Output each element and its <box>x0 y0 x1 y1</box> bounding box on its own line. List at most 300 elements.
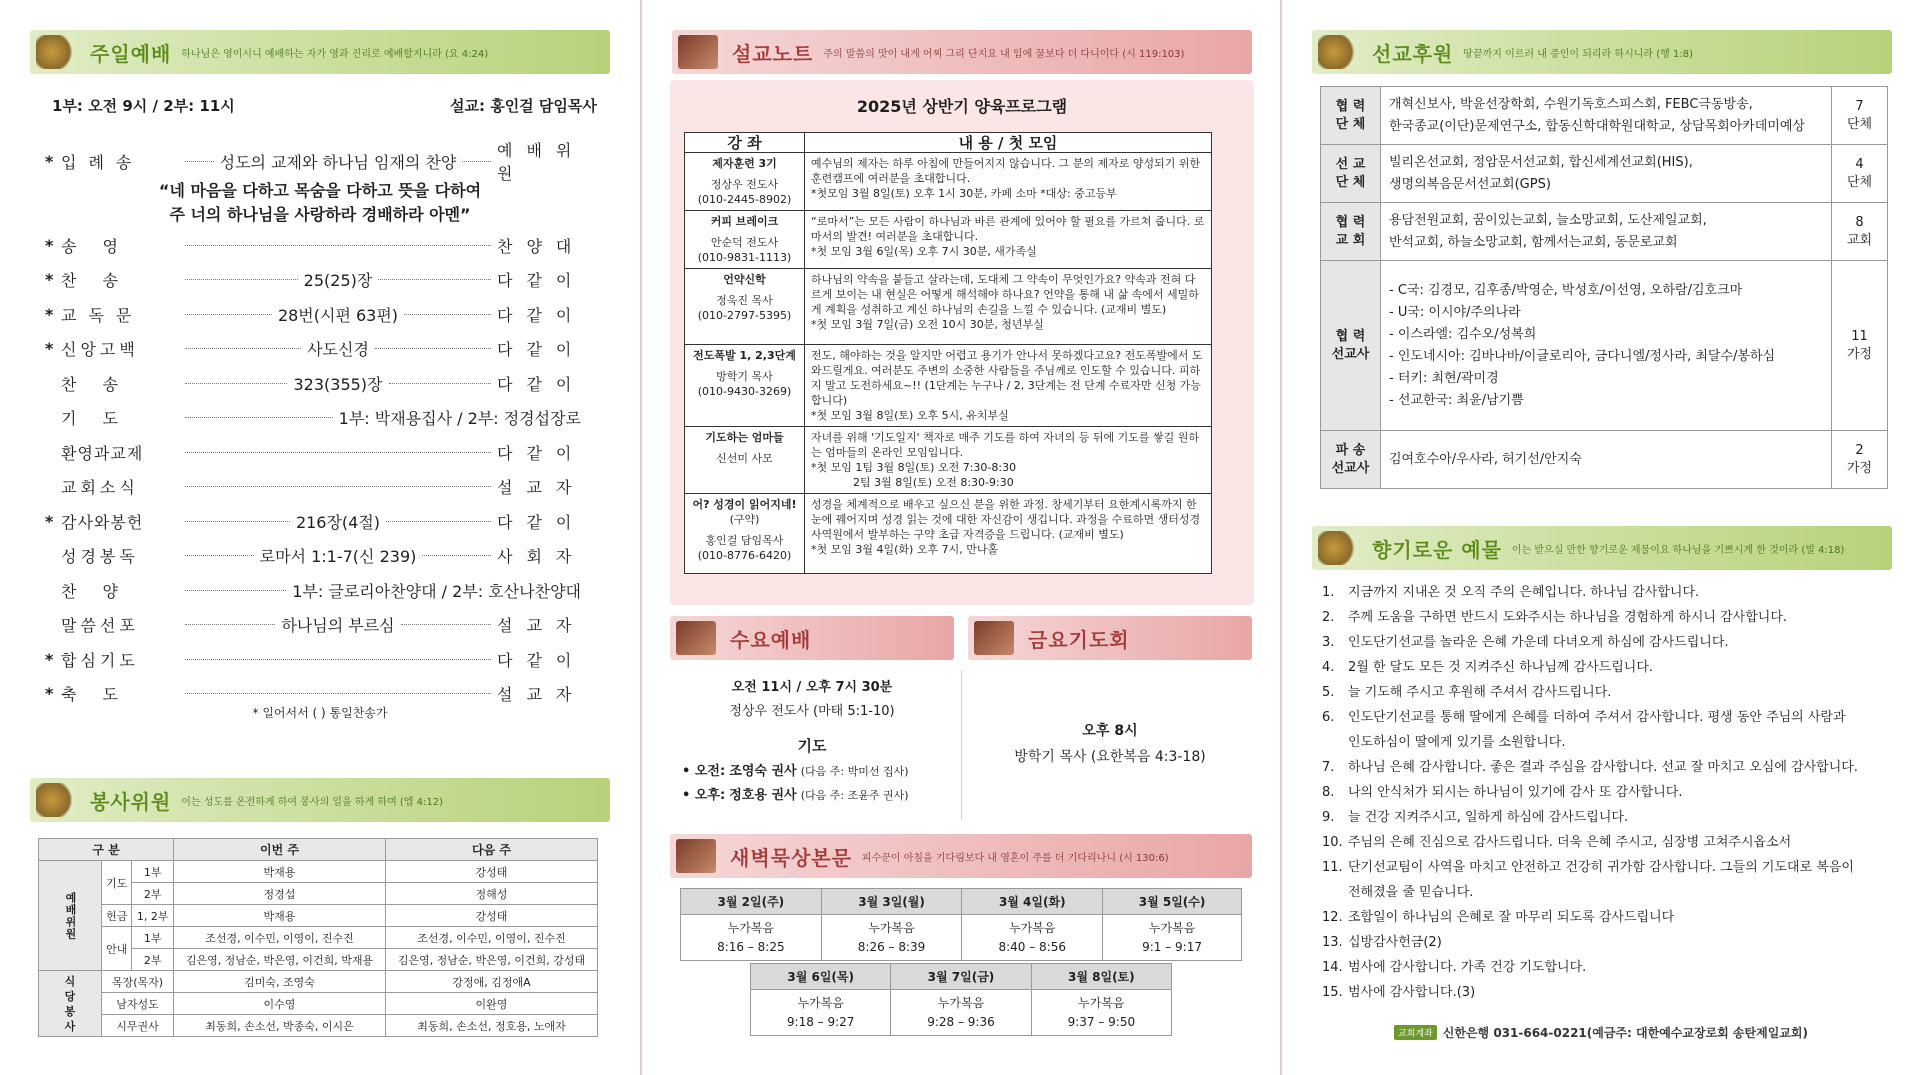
order-leader: 다같이 <box>497 305 586 325</box>
prayer-am-label: • 오전: <box>682 764 726 779</box>
order-detail-wrap <box>179 510 497 533</box>
course-desc: 하나님의 약속을 붙들고 살라는데, 도대체 그 약속이 무엇인가요? 약속과 전혀 다르게 보이는 내 현실은 어떻게 해석해야 하나요? 언약을 통해 내 삶 속에서 세밀하게 계획을 성취하고 계신 하나님의 손길을 느낄 수 있습니다. (교재비 별도) <box>811 273 1199 316</box>
item-text: 십방감사헌금(2) <box>1348 935 1442 950</box>
list-item <box>1322 755 1892 780</box>
plant-icon <box>1318 531 1358 565</box>
group-label-text: 식당봉사 <box>64 974 76 1033</box>
dot-leader <box>185 555 254 556</box>
bible-icon <box>974 621 1014 655</box>
dot-leader <box>185 348 301 349</box>
mission-category: 협 력 단 체 <box>1321 87 1381 145</box>
cell: 남자성도 <box>102 993 174 1015</box>
order-leader: 다같이 <box>497 271 586 290</box>
order-name: 찬양 <box>61 581 144 601</box>
dawn-date: 3월 6일(목) <box>751 964 891 990</box>
order-detail: 28번(시편 63편) <box>277 305 399 325</box>
item-text: 단기선교팀이 사역을 마치고 안전하고 건강히 귀가함 감사합니다. 그들의 기도대로 복음이 전해졌을 줄 믿습니다. <box>1348 860 1854 900</box>
program-content <box>805 427 1212 494</box>
cell: 기도 <box>102 861 132 905</box>
mission-list: - C국: 김경모, 김후종/박영순, 박성호/이선영, 오하람/김호크마 - U국: 이시야/주의나라 - 이스라엘: 김수오/성복희 - 인도네시아: 김바나바/이글로리아, 금다니엘/정사라, 최달수/봉하심 - 터키: 최현/곽미경 - 선교한국: 최윤/남기쁨 <box>1381 261 1832 431</box>
order-detail: 25(25)장 <box>303 271 373 290</box>
mission-count: 8 교회 <box>1832 203 1888 261</box>
dot-leader <box>185 659 338 660</box>
cell: 2부 <box>132 883 174 905</box>
item-text: 나의 안식처가 되시는 하나님이 있기에 감사 또 감사합니다. <box>1348 785 1683 800</box>
list-item <box>1322 605 1892 630</box>
program-content <box>805 153 1212 211</box>
sermon-title: 설교노트 <box>732 41 814 66</box>
list-item <box>1322 980 1892 1005</box>
cell: 시무권사 <box>102 1015 174 1037</box>
item-text: 하나님 은혜 감사합니다. 좋은 결과 주심을 감사합니다. 선교 잘 마치고 오심에 감사합니다. <box>1348 760 1858 775</box>
hymn-line: 주 너의 하나님을 사랑하라 경배하라 아멘” <box>169 205 471 224</box>
order-leader: 설교자 <box>497 685 586 704</box>
dawn-book: 누가복음 <box>727 920 775 935</box>
cell: 안내 <box>102 927 132 971</box>
program-course <box>685 269 805 345</box>
dot-leader <box>185 590 286 591</box>
order-detail: 하나님의 부르심 <box>281 616 395 635</box>
program-row <box>685 269 1212 345</box>
course-phone: (010-2445-8902) <box>697 193 792 206</box>
cell: 강성태 <box>386 905 598 927</box>
item-number: 14. <box>1322 960 1343 975</box>
wednesday-prayers <box>682 760 909 808</box>
sermon-verse: 주의 말씀의 맛이 내게 어찌 그리 단지요 내 입에 꿀보다 더 다니이다 (시 119:103) <box>823 48 1185 60</box>
dawn-range: 8:40 – 8:56 <box>998 939 1067 954</box>
cell: 1부 <box>132 861 174 883</box>
list-item <box>1322 930 1892 955</box>
order-detail-wrap <box>179 544 497 567</box>
order-item <box>45 297 593 331</box>
course-name: 기도하는 엄마들 <box>705 431 784 444</box>
order-detail: 216장(4절) <box>295 512 381 532</box>
dot-leader <box>422 555 491 556</box>
program-course <box>685 153 805 211</box>
order-item <box>45 608 593 642</box>
order-detail: 성도의 교제와 하나님 임재의 찬양 <box>219 152 457 172</box>
order-leader: 예배위원 <box>497 141 586 183</box>
wednesday-time: 오전 11시 / 오후 7시 30분 <box>731 680 893 695</box>
sermon-banner <box>672 30 1252 74</box>
mission-list: 김여호수아/우사라, 허기선/안지숙 <box>1381 431 1832 489</box>
course-name: 전도폭발 1, 2,3단계 <box>693 349 796 362</box>
order-item <box>45 504 593 538</box>
order-detail: 1부: 박재용집사 / 2부: 정경섭장로 <box>338 409 581 428</box>
order-leader: 다같이 <box>497 340 586 359</box>
dot-leader <box>185 161 214 162</box>
item-text: 늘 기도해 주시고 후원해 주셔서 감사드립니다. <box>1348 685 1612 700</box>
course-name: 커피 브레이크 <box>710 215 779 228</box>
course-phone: (010-9430-3269) <box>697 385 792 398</box>
cell: 이수영 <box>174 993 386 1015</box>
sunrise-icon <box>676 839 716 873</box>
order-item <box>45 366 593 400</box>
cell: 최동희, 손소선, 정호용, 노애자 <box>386 1015 598 1037</box>
stand-mark: * <box>45 684 54 703</box>
dot-leader <box>401 624 491 625</box>
order-name: 교독문 <box>61 305 144 325</box>
dawn-table-week2 <box>750 963 1172 1036</box>
course-desc: “로마서”는 모든 사람이 하나님과 바른 관계에 있어야 할 필요를 가르쳐 줍니다. 로마서의 발견! 여러분을 초대합니다. <box>811 215 1205 243</box>
dot-leader <box>185 486 338 487</box>
prayer-pm <box>682 784 909 808</box>
order-item <box>45 263 593 297</box>
order-detail-wrap <box>179 372 497 395</box>
order-item <box>45 470 593 504</box>
dot-leader <box>185 417 333 418</box>
item-number: 6. <box>1322 710 1335 725</box>
wednesday-title: 수요예배 <box>730 627 812 652</box>
course-leader: 정상우 전도사 <box>710 178 779 191</box>
worship-time: 1부: 오전 9시 / 2부: 11시 <box>52 97 235 115</box>
cell: 헌금 <box>102 905 132 927</box>
flower-icon <box>1318 35 1358 69</box>
program-title: 2025년 상반기 양육프로그램 <box>856 97 1068 116</box>
stand-mark: * <box>45 511 54 531</box>
course-phone: (010-2797-5395) <box>697 309 792 322</box>
program-course <box>685 427 805 494</box>
program-row <box>685 345 1212 427</box>
order-detail-wrap <box>179 150 497 173</box>
order-leader: 다같이 <box>497 443 586 463</box>
worship-footnote: * 일어서서 ( ) 통일찬송가 <box>252 706 388 720</box>
mission-title: 선교후원 <box>1372 41 1454 66</box>
order-detail-wrap <box>179 303 497 326</box>
col-header: 이번 주 <box>174 839 386 861</box>
wednesday-body <box>670 676 954 758</box>
dawn-book: 누가복음 <box>868 920 915 935</box>
mission-count: 2 가정 <box>1832 431 1888 489</box>
offering-verse: 이는 받으실 만한 향기로운 제물이요 하나님을 기쁘시게 한 것이라 (빌 4:18) <box>1511 544 1845 556</box>
course-phone: (010-9831-1113) <box>697 251 792 264</box>
order-item <box>45 539 593 573</box>
table-row <box>39 861 598 883</box>
dot-leader <box>185 452 338 453</box>
dawn-passage <box>751 990 891 1036</box>
item-text: 인도단기선교를 통해 딸에게 은혜를 더하여 주셔서 감사합니다. 평생 동안 주님의 사람과 인도하심이 딸에게 있기를 소원합니다. <box>1348 710 1846 750</box>
volunteers-title: 봉사위원 <box>90 789 172 814</box>
order-detail-wrap <box>179 452 497 453</box>
dot-leader <box>338 659 491 660</box>
item-text: 주님의 은혜 진심으로 감사드립니다. 더욱 은혜 주시고, 심장병 고쳐주시옵소서 <box>1348 835 1792 850</box>
course-first-meeting: *첫 모임 3월 7일(금) 오전 10시 30분, 청년부실 <box>811 318 1044 331</box>
order-detail: 323(355)장 <box>293 374 383 394</box>
dawn-book: 누가복음 <box>937 995 985 1010</box>
order-detail-wrap <box>179 245 497 246</box>
course-leader: 신선미 사모 <box>716 452 773 465</box>
mission-category: 협 력 선교사 <box>1321 261 1381 431</box>
mission-row <box>1321 145 1888 203</box>
item-text: 범사에 감사합니다.(3) <box>1348 985 1476 1000</box>
course-phone: (010-8776-6420) <box>697 549 792 562</box>
dot-leader <box>185 521 290 522</box>
dawn-book: 누가복음 <box>797 995 844 1010</box>
program-content <box>805 345 1212 427</box>
order-item <box>45 228 593 262</box>
dawn-date: 3월 4일(화) <box>962 889 1103 915</box>
dot-leader <box>185 693 338 694</box>
order-detail: 1부: 글로리아찬양대 / 2부: 호산나찬양대 <box>292 581 581 601</box>
cell: 목장(목자) <box>102 971 174 993</box>
dot-leader <box>462 161 491 162</box>
program-table <box>684 132 1212 574</box>
mission-row <box>1321 261 1888 431</box>
table-row <box>39 993 598 1015</box>
cell: 김미숙, 조영숙 <box>174 971 386 993</box>
cell: 최동희, 손소선, 박종숙, 이시은 <box>174 1015 386 1037</box>
mission-list: 개혁신보사, 박윤선장학회, 수원기독호스피스회, FEBC극동방송, 한국종교(이단)문제연구소, 합동신학대학원대학교, 상담목회아카데미예상 <box>1381 87 1832 145</box>
order-name: 송영 <box>61 236 144 256</box>
order-detail-wrap <box>179 693 497 694</box>
dawn-range: 9:1 – 9:17 <box>1142 939 1202 954</box>
program-course <box>685 345 805 427</box>
order-leader: 사회자 <box>497 547 586 566</box>
order-leader: 찬양대 <box>497 236 586 256</box>
account-info <box>1394 1024 1808 1041</box>
order-detail-wrap <box>179 486 497 487</box>
course-first-meeting-2: 2팀 3월 8일(토) 오전 8:30-9:30 <box>853 476 1014 489</box>
cell: 1부 <box>132 927 174 949</box>
item-number: 11. <box>1322 860 1343 875</box>
course-leader: 정욱진 목사 <box>716 294 773 307</box>
item-number: 10. <box>1322 835 1343 850</box>
order-leader: 설교자 <box>497 478 586 497</box>
column-sermon <box>640 0 1280 1075</box>
dawn-passage <box>681 915 822 961</box>
program-row <box>685 494 1212 574</box>
order-item <box>45 573 593 607</box>
program-content <box>805 494 1212 574</box>
order-detail-wrap <box>179 659 497 660</box>
order-detail-wrap <box>179 337 497 360</box>
cross-icon <box>678 35 718 69</box>
list-item <box>1322 680 1892 705</box>
dot-leader <box>185 245 338 246</box>
order-item <box>45 332 593 366</box>
item-text: 범사에 감사합니다. 가족 건강 기도합니다. <box>1348 960 1587 975</box>
friday-body <box>968 718 1252 770</box>
program-row <box>685 153 1212 211</box>
dawn-range: 9:28 – 9:36 <box>927 1014 995 1029</box>
order-name: 입례송 <box>61 152 144 172</box>
dawn-range: 8:16 – 8:25 <box>717 939 785 954</box>
order-name: 환영과교제 <box>61 443 144 463</box>
order-name: 감사와봉헌 <box>61 512 144 532</box>
prayer-am-next: (다음 주: 박미선 집사) <box>800 765 909 778</box>
stand-mark: * <box>45 235 54 255</box>
item-number: 12. <box>1322 910 1343 925</box>
list-item <box>1322 905 1892 930</box>
item-number: 13. <box>1322 935 1343 950</box>
item-text: 2월 한 달도 모든 것 지켜주신 하나님께 감사드립니다. <box>1348 660 1654 675</box>
course-desc: 예수님의 제자는 하루 아침에 만들어지지 않습니다. 그 분의 제자로 양성되기 위한 훈련캠프에 여러분을 초대합니다. <box>811 157 1201 185</box>
table-row <box>39 905 598 927</box>
order-detail-wrap <box>179 613 497 636</box>
worship-banner <box>30 30 610 74</box>
course-desc: 자녀를 위해 '기도일지' 책자로 매주 기도를 하여 자녀의 등 뒤에 기도를 쌓길 원하는 엄마들의 온라인 모임입니다. <box>811 431 1200 459</box>
order-detail-wrap <box>179 406 593 429</box>
cell: 1, 2부 <box>132 905 174 927</box>
order-leader: 설교자 <box>497 616 586 635</box>
course-desc: 전도, 해야하는 것을 알지만 어렵고 용기가 안나서 못하겠다고요? 전도폭발에서 도와드릴게요. 여러분도 주변의 소중한 사람들을 주님께로 인도할 수 있습니다. 피하지 말고 도전하세요~!! (1단계는 누구나 / 2, 3단계는 전 단계 수료자만 신청 가능합니다) <box>811 349 1203 407</box>
program-panel <box>670 80 1254 605</box>
course-first-meeting: *첫 모임 1팀 3월 8일(토) 오전 7:30-8:30 <box>811 461 1017 474</box>
dawn-book: 누가복음 <box>1148 920 1196 935</box>
mission-list: 빌리온선교회, 정암문서선교회, 합신세계선교회(HIS), 생명의복음문서선교회(GPS) <box>1381 145 1832 203</box>
dot-leader <box>375 348 491 349</box>
order-name: 교회소식 <box>61 478 139 497</box>
prayer-am-name: 조영숙 권사 <box>729 764 797 779</box>
order-name: 성경봉독 <box>61 547 139 566</box>
dot-leader <box>338 693 491 694</box>
stand-mark: * <box>45 304 54 324</box>
course-first-meeting: *첫모임 3월 8일(토) 오후 1시 30분, 카페 소마 *대상: 중고등부 <box>811 187 1117 200</box>
col-header: 내 용 / 첫 모임 <box>805 133 1212 153</box>
order-name: 말씀선포 <box>61 616 139 635</box>
order-item <box>45 642 593 676</box>
course-first-meeting: *첫 모임 3월 6일(목) 오후 7시 30분, 새가족실 <box>811 245 1037 258</box>
dawn-book: 누가복음 <box>1009 920 1056 935</box>
dot-leader <box>386 521 491 522</box>
dot-leader <box>338 245 491 246</box>
dawn-passage <box>891 990 1031 1036</box>
list-item <box>1322 955 1892 980</box>
mission-row <box>1321 431 1888 489</box>
dawn-date: 3월 7일(금) <box>891 964 1031 990</box>
list-item <box>1322 630 1892 655</box>
item-text: 인도단기선교를 놀라운 은혜 가운데 다녀오게 하심에 감사드립니다. <box>1348 635 1729 650</box>
order-name: 축도 <box>61 685 144 704</box>
item-text: 조합일이 하나님의 은혜로 잘 마무리 되도록 감사드립니다 <box>1348 910 1675 925</box>
account-badge: 교회계좌 <box>1394 1025 1437 1040</box>
item-number: 9. <box>1322 810 1335 825</box>
program-content <box>805 211 1212 269</box>
order-name: 기도 <box>61 409 144 428</box>
order-item <box>45 141 593 183</box>
hymn-line: “네 마음을 다하고 목숨을 다하고 뜻을 다하여 <box>158 181 482 200</box>
leaf-icon <box>36 35 76 69</box>
cell: 강성태 <box>386 861 598 883</box>
dawn-date: 3월 2일(주) <box>681 889 822 915</box>
course-first-meeting: *첫 모임 3월 4일(화) 오후 7시, 만나홀 <box>811 543 999 556</box>
item-number: 8. <box>1322 785 1335 800</box>
dawn-table-week1 <box>680 888 1242 961</box>
list-item <box>1322 830 1892 855</box>
cell: 조선경, 이수민, 이영이, 진수진 <box>386 927 598 949</box>
item-text: 지금까지 지내온 것 오직 주의 은혜입니다. 하나님 감사합니다. <box>1348 585 1700 600</box>
table-row <box>39 1015 598 1037</box>
dawn-passage <box>962 915 1103 961</box>
cell: 김은영, 정남순, 박은영, 이건희, 박재용 <box>174 949 386 971</box>
dawn-title: 새벽묵상본문 <box>730 845 852 870</box>
order-detail: 로마서 1:1-7(신 239) <box>259 547 417 566</box>
order-detail-wrap <box>179 268 497 291</box>
mission-row <box>1321 87 1888 145</box>
list-item <box>1322 805 1892 830</box>
dawn-passage <box>1031 990 1171 1036</box>
cell: 정해성 <box>386 883 598 905</box>
course-name: 어? 성경이 읽어지네! <box>692 498 797 511</box>
list-item <box>1322 580 1892 605</box>
course-sub: (구약) <box>729 513 760 526</box>
stand-mark: * <box>45 270 54 289</box>
table-row <box>39 971 598 993</box>
list-item <box>1322 780 1892 805</box>
mission-count: 11 가정 <box>1832 261 1888 431</box>
col-header: 다음 주 <box>386 839 598 861</box>
dot-leader <box>185 624 275 625</box>
list-item <box>1322 855 1892 905</box>
course-leader: 방학기 목사 <box>716 370 773 383</box>
list-item <box>1322 705 1892 755</box>
stand-mark: * <box>45 151 54 171</box>
order-detail: 사도신경 <box>307 340 369 359</box>
cell: 2부 <box>132 949 174 971</box>
dawn-range: 9:18 – 9:27 <box>786 1014 855 1029</box>
order-item <box>45 401 593 435</box>
mission-category: 파 송 선교사 <box>1321 431 1381 489</box>
item-number: 5. <box>1322 685 1335 700</box>
dawn-date: 3월 5일(수) <box>1103 889 1242 915</box>
program-course <box>685 211 805 269</box>
cell: 박재용 <box>174 905 386 927</box>
wednesday-banner <box>670 616 954 660</box>
cell: 김은영, 정남순, 박은영, 이건희, 강성태 <box>386 949 598 971</box>
volunteers-verse: 이는 성도를 온전하게 하여 봉사의 일을 하게 하며 (엡 4:12) <box>181 796 444 808</box>
order-name: 찬송 <box>61 374 144 394</box>
program-course <box>685 494 805 574</box>
volunteers-table <box>38 838 598 1037</box>
friday-title: 금요기도회 <box>1028 627 1130 652</box>
item-number: 15. <box>1322 985 1343 1000</box>
offering-title: 향기로운 예물 <box>1372 537 1502 562</box>
mission-banner <box>1312 30 1892 74</box>
dawn-date: 3월 3일(월) <box>821 889 962 915</box>
order-leader: 다같이 <box>497 650 586 670</box>
course-first-meeting: *첫 모임 3월 8일(토) 오후 5시, 유치부실 <box>811 409 1009 422</box>
mission-count: 7 단체 <box>1832 87 1888 145</box>
course-desc: 성경을 체계적으로 배우고 싶으신 분을 위한 과정. 창세기부터 요한계시록까지 한 눈에 꿰어지며 성경 읽는 것에 대한 자신감이 생깁니다. 과정을 수료하면 생터성경사역원에서 발부하는 구약 초급 자격증을 드립니다. (교재비 별도) <box>811 498 1201 541</box>
course-name: 언약신학 <box>723 273 766 286</box>
group-label: 예배위원 <box>39 861 102 971</box>
dawn-range: 8:26 – 8:39 <box>857 939 926 954</box>
item-text: 늘 건강 지켜주시고, 일하게 하심에 감사드립니다. <box>1348 810 1629 825</box>
prayer-pm-label: • 오후: <box>682 788 726 803</box>
order-leader: 다같이 <box>497 512 586 532</box>
prayer-am <box>682 760 909 784</box>
volunteers-banner <box>30 778 610 822</box>
group-label <box>39 971 102 1037</box>
table-row <box>39 927 598 949</box>
col-header: 강 좌 <box>685 133 805 153</box>
dot-leader <box>404 314 491 315</box>
worship-title: 주일예배 <box>90 41 172 66</box>
friday-banner <box>968 616 1252 660</box>
account-text: 신한은행 031-664-0221(예금주: 대한예수교장로회 송탄제일교회) <box>1442 1026 1808 1040</box>
col-header: 구 분 <box>39 839 174 861</box>
cell: 이완영 <box>386 993 598 1015</box>
dawn-passage <box>1103 915 1242 961</box>
dot-leader <box>338 486 491 487</box>
item-number: 1. <box>1322 585 1335 600</box>
cell: 정경섭 <box>174 883 386 905</box>
stand-mark: * <box>45 339 54 358</box>
prayer-label: 기도 <box>797 737 827 755</box>
worship-verse: 하나님은 영이시니 예배하는 자가 영과 진리로 예배할지니라 (요 4:24) <box>181 48 489 60</box>
friday-time: 오후 8시 <box>1082 723 1138 739</box>
list-item <box>1322 655 1892 680</box>
